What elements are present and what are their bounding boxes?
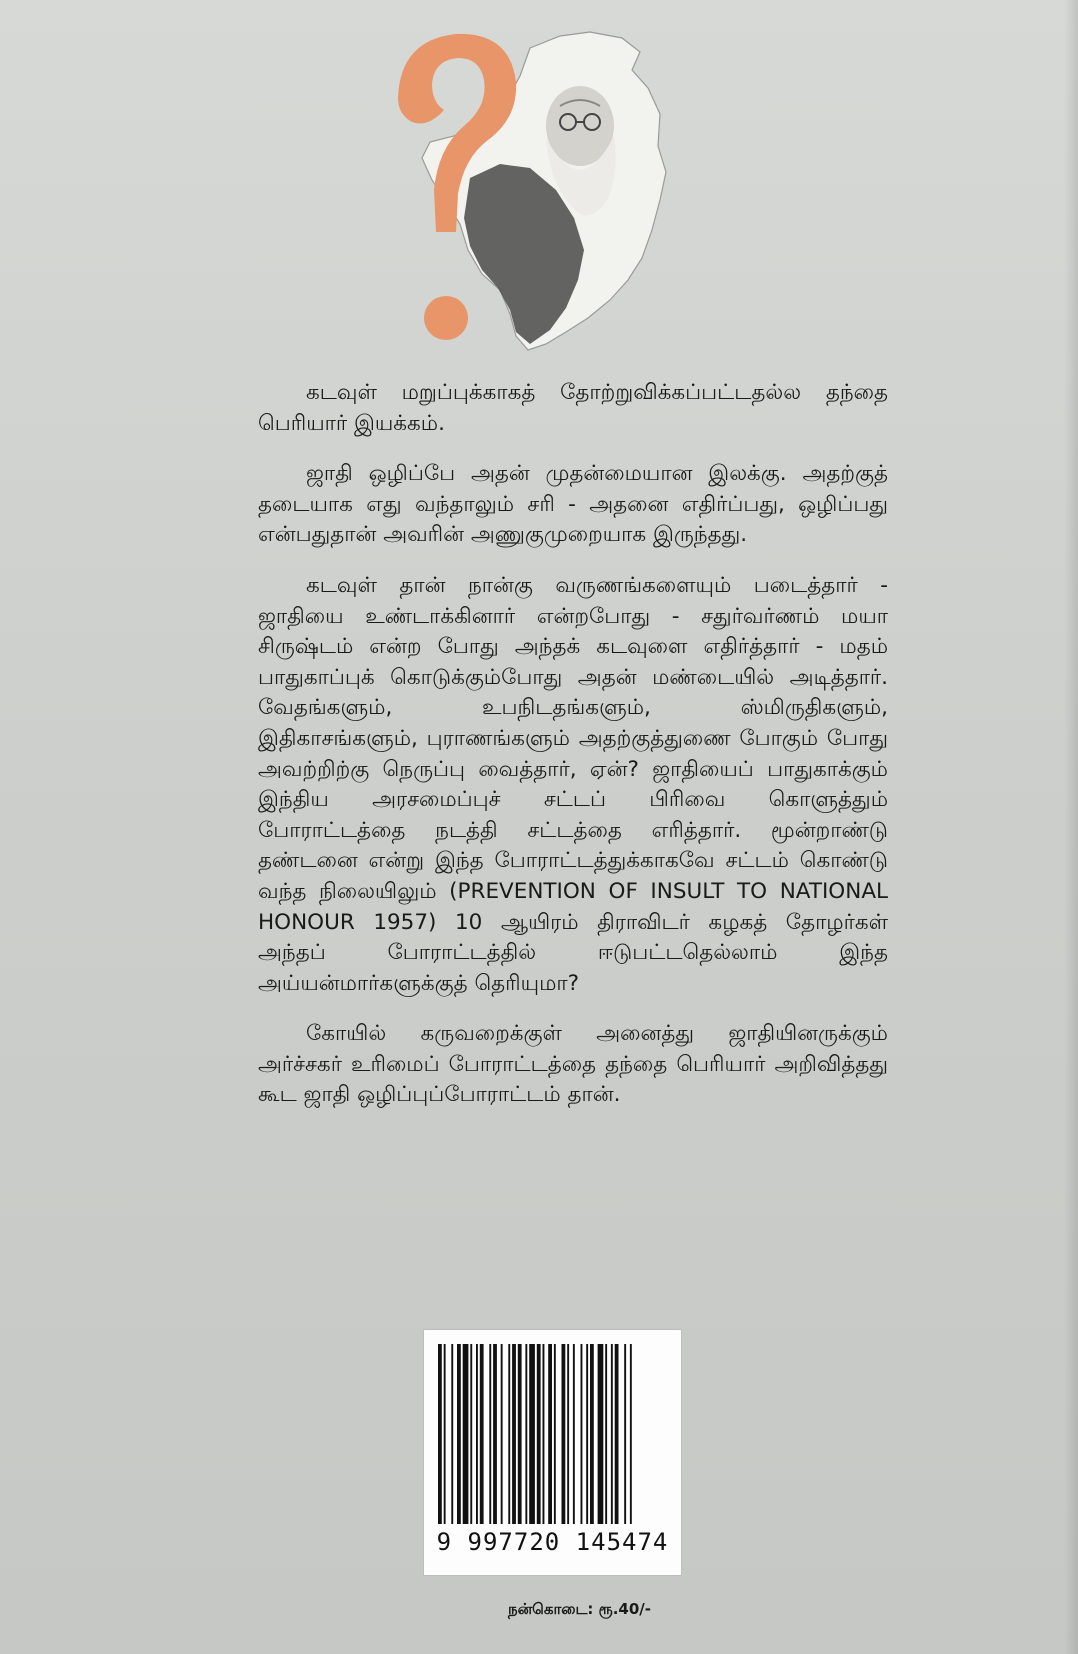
barcode-bar xyxy=(586,1344,588,1524)
paragraph: கடவுள் தான் நான்கு வருணங்களையும் படைத்தார் - ஜாதியை உண்டாக்கினார் என்றபோது - சதுர்வர்ணம் மயா சிருஷ்டம் என்ற போது அந்தக் கடவுளை எதிர்த்தார் - மதம் பாதுகாப்புக் கொடுக்கும்போது அதன் மண்டையில் அடித்தார். வேதங்களும், உபநிடதங்களும், ஸ்மிருதிகளும், இதிகாசங்களும், புராணங்களும் அதற்குத்துணை போகும் போது அவற்றிற்கு நெருப்பு வைத்தார், ஏன்? ஜாதியைப் பாதுகாக்கும் இந்திய அரசமைப்புச் சட்டப் பிரிவை கொளுத்தும் போராட்டத்தை நடத்தி சட்டத்தை எரித்தார். மூன்றாண்டு தண்டனை என்று இந்த போராட்டத்துக்காகவே சட்டம் கொண்டு வந்த நிலையிலும் (PREVENTION OF INSULT TO NATIONAL HONOUR 1957) 10 ஆயிரம் திராவிடர் கழகத் தோழர்கள் அந்தப் போராட்டத்தில் ஈடுபட்டதெல்லாம் இந்த அய்யன்மார்களுக்குத் தெரியுமா? xyxy=(258,572,888,996)
barcode-bar xyxy=(624,1344,626,1524)
barcode-bar xyxy=(548,1344,552,1524)
barcode-bar xyxy=(537,1344,541,1524)
barcode-bar xyxy=(457,1344,461,1524)
barcode-bars xyxy=(438,1344,667,1524)
barcode-bar xyxy=(567,1344,569,1524)
barcode-bar xyxy=(590,1344,594,1524)
barcode-bar xyxy=(529,1344,535,1524)
paragraph: கோயில் கருவறைக்குள் அனைத்து ஜாதியினருக்கும் அர்ச்சகர் உரிமைப் போராட்டத்தை தந்தை பெரியார் அறிவித்தது கூட ஜாதி ஒழிப்புப்போராட்டம் தான். xyxy=(258,1021,888,1108)
barcode-bar xyxy=(518,1344,522,1524)
barcode-bar xyxy=(605,1344,607,1524)
barcode-bar xyxy=(501,1344,503,1524)
barcode-number: 9 997720 145474 xyxy=(436,1528,669,1556)
price-label: நன்கொடை: ரூ.40/- xyxy=(508,1600,651,1618)
barcode-bar xyxy=(480,1344,484,1524)
barcode xyxy=(423,1329,682,1576)
barcode-bar xyxy=(493,1344,497,1524)
barcode-bar xyxy=(525,1344,527,1524)
barcode-bar xyxy=(444,1344,446,1524)
barcode-bar xyxy=(598,1344,604,1524)
barcode-bar xyxy=(438,1344,442,1524)
barcode-bar xyxy=(476,1344,478,1524)
barcode-bar xyxy=(573,1344,575,1524)
paragraph: கடவுள் மறுப்புக்காகத் தோற்றுவிக்கப்பட்டதல்ல தந்தை பெரியார் இயக்கம். xyxy=(258,380,888,436)
barcode-bar xyxy=(611,1344,613,1524)
barcode-bar xyxy=(554,1344,556,1524)
barcode-bar xyxy=(512,1344,516,1524)
barcode-bar xyxy=(508,1344,510,1524)
cover-text xyxy=(258,378,888,1131)
barcode-bar xyxy=(451,1344,453,1524)
barcode-bar xyxy=(630,1344,632,1524)
barcode-bar xyxy=(463,1344,469,1524)
barcode-bar xyxy=(489,1344,491,1524)
barcode-bar xyxy=(562,1344,566,1524)
barcode-bar xyxy=(615,1344,619,1524)
barcode-bar xyxy=(581,1344,583,1524)
barcode-bar xyxy=(543,1344,545,1524)
question-map-emblem xyxy=(360,18,710,368)
barcode-bar xyxy=(470,1344,472,1524)
paragraph: ஜாதி ஒழிப்பே அதன் முதன்மையான இலக்கு. அதற்குத் தடையாக எது வந்தாலும் சரி - அதனை எதிர்ப்பது, ஒழிப்பது என்பதுதான் அவரின் அணுகுமுறையாக இருந்தது. xyxy=(258,461,888,548)
